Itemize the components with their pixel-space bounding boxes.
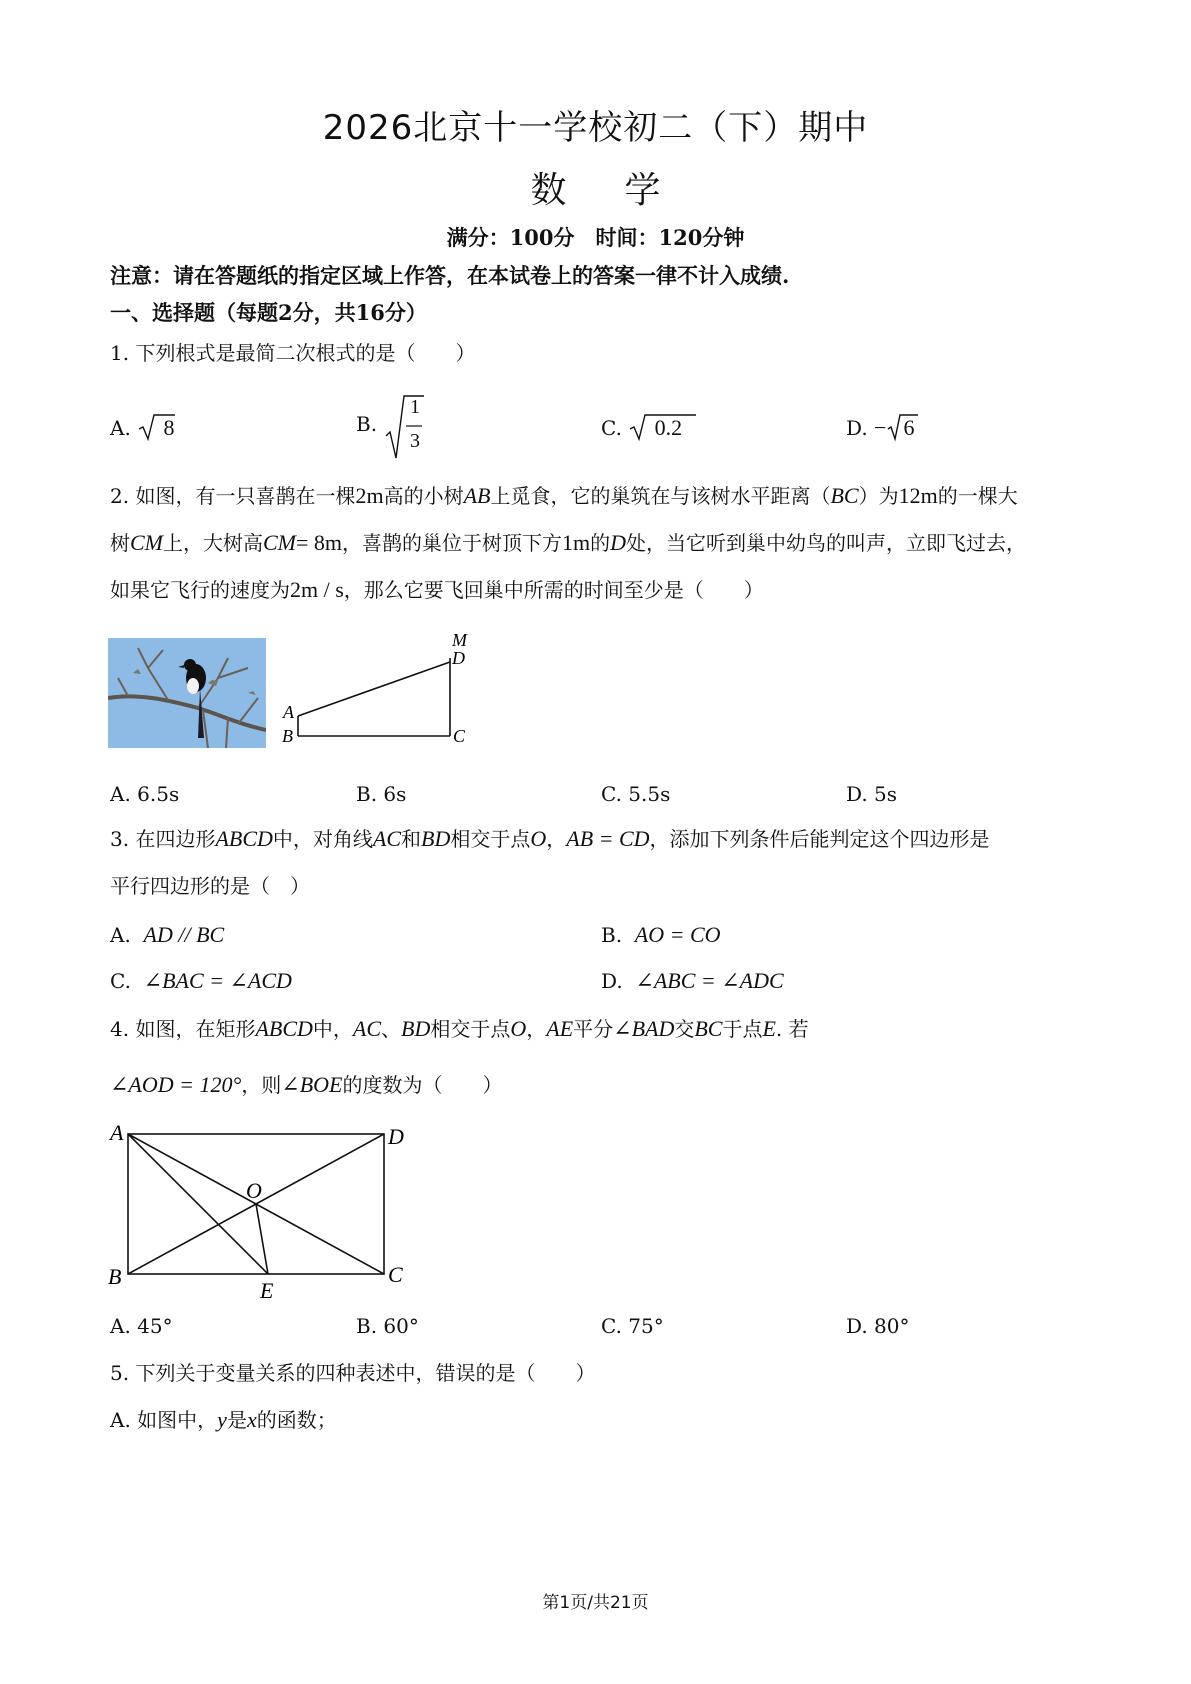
q3-text: ，添加下列条件后能判定这个四边形是 [649, 827, 990, 851]
q1-a-radicand: 8 [163, 415, 175, 440]
q3-option-a [110, 922, 224, 948]
q3-c-value: ∠BAC = ∠ACD [143, 968, 292, 993]
section-heading: 一、选择题（每题2分，共16分） [110, 300, 427, 325]
q2-option-a: A. 6.5s [110, 782, 180, 806]
q4-diagram [106, 1120, 416, 1300]
q4-text: 、 [381, 1017, 402, 1041]
option-label: B. [601, 923, 623, 947]
option-label: C. [601, 416, 622, 440]
q4-math: ∠AOD = 120° [110, 1072, 242, 1097]
exam-title: 2026北京十一学校初二（下）期中 [322, 108, 869, 148]
option-label: A. [110, 923, 131, 947]
label-b: B [108, 1264, 122, 1289]
subject-title: 数学 [530, 170, 719, 211]
q4-option-b: B. 60° [356, 1314, 419, 1338]
q4-text: 中， [312, 1017, 353, 1041]
q3-line-1 [110, 816, 990, 862]
label-m: M [452, 630, 467, 650]
option-label: D. [846, 416, 868, 440]
magpie-photo [108, 638, 266, 748]
q1-option-a [110, 412, 195, 447]
q2-math: 2m [355, 483, 384, 508]
q3-math: O [530, 826, 547, 851]
q4-option-d: D. 80° [846, 1314, 910, 1338]
q3-b-value: AO = CO [634, 922, 721, 947]
q4-math: AE [546, 1016, 574, 1041]
q4-math: AC [352, 1016, 382, 1041]
q4-text: 交 [674, 1017, 695, 1041]
q2-text: 上觅食，它的巢筑在与该树水平距离（ [490, 484, 831, 508]
q5-math: x [246, 1407, 257, 1432]
label-a: A [110, 1120, 124, 1145]
q2-math: = 8m [296, 530, 343, 555]
option-label: D. [601, 969, 623, 993]
q1-d-radicand: 6 [903, 415, 915, 440]
label-b: B [282, 726, 293, 746]
q3-math: BD [421, 826, 451, 851]
q2-math: BC [830, 483, 859, 508]
q3-text: 和 [401, 827, 422, 851]
page-footer: 第1页/共21页 [542, 1593, 649, 1613]
q5-text: A. 如图中， [110, 1408, 218, 1432]
label-c: C [388, 1262, 403, 1287]
q2-math: 1m [562, 530, 591, 555]
q5-option-a [110, 1397, 337, 1443]
q3-a-value: AD // BC [143, 922, 225, 947]
q4-text: ， [526, 1017, 547, 1041]
q3-option-c [110, 968, 292, 994]
q2-option-c: C. 5.5s [601, 782, 671, 806]
exam-note: 注意：请在答题纸的指定区域上作答，在本试卷上的答案一律不计入成绩. [110, 263, 790, 288]
q2-line-1 [110, 473, 1018, 519]
q2-option-d: D. 5s [846, 782, 898, 806]
q2-math: AB [463, 483, 491, 508]
q5-text: 的函数； [256, 1408, 337, 1432]
q4-text: 于点 [722, 1017, 763, 1041]
label-d: D [388, 1124, 404, 1149]
q5-math: y [217, 1407, 227, 1432]
q2-text: 2. 如图，有一只喜鹊在一棵 [110, 484, 356, 508]
q1-c-radicand: 0.2 [654, 415, 683, 440]
q3-text: 中，对角线 [272, 827, 373, 851]
q2-math: CM [263, 530, 296, 555]
q4-line-2 [110, 1062, 503, 1108]
q2-text: ，喜鹊的巢位于树顶下方 [342, 531, 563, 555]
q1-option-c [601, 412, 732, 447]
q4-text: 4. 如图，在矩形 [110, 1017, 256, 1041]
q2-text: 如果它飞行的速度为 [110, 578, 290, 602]
q4-math: O [510, 1016, 527, 1041]
q2-math: 12m [898, 483, 938, 508]
q3-line-2: 平行四边形的是（ ） [110, 874, 310, 898]
q3-text: ， [546, 827, 567, 851]
q2-text: ，那么它要飞回巢中所需的时间至少是（ ） [343, 578, 764, 602]
q2-line-3 [110, 567, 764, 613]
q2-math: D [610, 530, 627, 555]
label-a: A [283, 702, 294, 722]
q1-b-numerator: 1 [410, 396, 420, 418]
q3-option-d [601, 968, 784, 994]
q2-math: CM [130, 530, 163, 555]
q3-text: 相交于点 [450, 827, 531, 851]
q3-math: AC [372, 826, 402, 851]
q4-math: BD [401, 1016, 431, 1041]
q2-text: 的 [590, 531, 611, 555]
q4-text: 平分 [573, 1017, 614, 1041]
label-o: O [246, 1178, 262, 1203]
q1-d-sign: − [874, 415, 887, 440]
q2-math: 2m / s [290, 577, 344, 602]
q4-text: ，则 [241, 1073, 282, 1097]
option-label: B. [356, 412, 378, 436]
label-d: D [452, 648, 465, 668]
q3-math: ABCD [215, 826, 273, 851]
q1-b-denominator: 3 [410, 430, 420, 452]
q4-math: ∠BOE [281, 1072, 343, 1097]
exam-info: 满分：100分 时间：120分钟 [446, 225, 745, 250]
q1-option-d [846, 412, 931, 447]
q2-text: ）为 [858, 484, 899, 508]
option-label: A. [110, 416, 131, 440]
q4-math: ABCD [255, 1016, 313, 1041]
q4-math: E [762, 1016, 776, 1041]
q3-option-b [601, 922, 721, 948]
q3-text: 3. 在四边形 [110, 827, 216, 851]
q1-stem: 1. 下列根式是最简二次根式的是（ ） [110, 341, 476, 365]
q4-option-c: C. 75° [601, 1314, 664, 1338]
q4-text: 相交于点 [430, 1017, 511, 1041]
q4-line-1 [110, 1006, 809, 1052]
q2-text: 树 [110, 531, 130, 555]
label-e: E [260, 1278, 274, 1300]
q4-math: ∠BAD [613, 1016, 675, 1041]
q4-math: BC [694, 1016, 723, 1041]
sqrt-icon [384, 392, 430, 465]
q2-diagram [278, 628, 478, 758]
q5-stem: 5. 下列关于变量关系的四种表述中，错误的是（ ） [110, 1361, 596, 1385]
q2-text: 上，大树高 [163, 531, 263, 555]
q4-text: . 若 [775, 1017, 809, 1041]
q2-line-2 [110, 520, 1026, 566]
q2-text: 处，当它听到巢中幼鸟的叫声，立即飞过去， [626, 531, 1027, 555]
q2-option-b: B. 6s [356, 782, 407, 806]
option-label: C. [110, 969, 131, 993]
q4-text: 的度数为（ ） [342, 1073, 503, 1097]
q2-text: 的一棵大 [937, 484, 1018, 508]
label-c: C [453, 726, 466, 746]
q5-text: 是 [226, 1408, 247, 1432]
q3-d-value: ∠ABC = ∠ADC [635, 968, 784, 993]
q3-math: AB = CD [566, 826, 650, 851]
q4-option-a: A. 45° [110, 1314, 173, 1338]
q2-text: 高的小树 [383, 484, 464, 508]
